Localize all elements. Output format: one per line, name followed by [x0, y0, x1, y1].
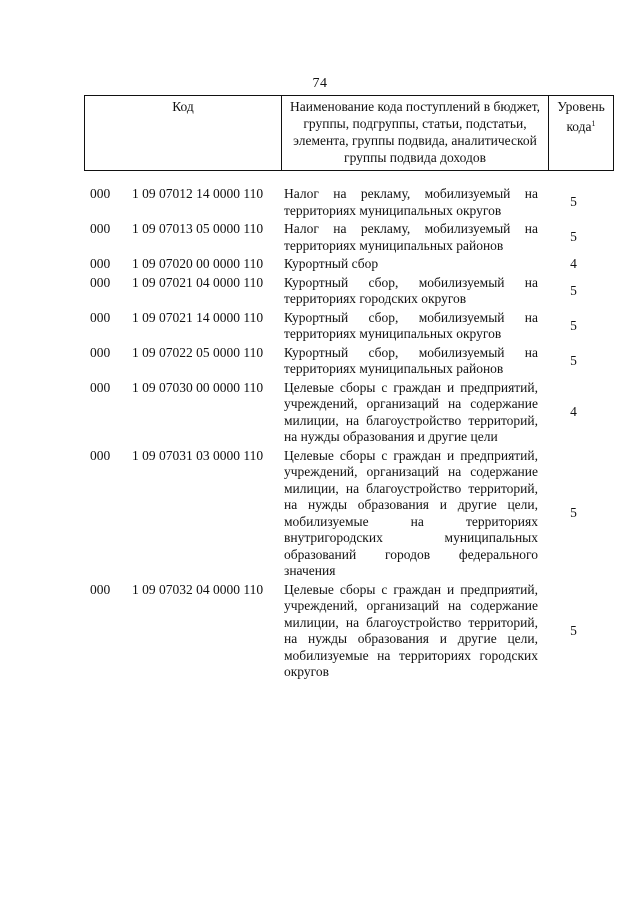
- row-name: Курортный сбор, мобилизуемый на территориях муниципальных округов: [284, 309, 538, 341]
- row-code: 1 09 07021 04 0000 110: [132, 274, 264, 290]
- table-row: [84, 345, 603, 378]
- row-name: Целевые сборы с граждан и предприятий, учреждений, организаций на содержание милиции, на благоустройство территорий, на нужды образования и другие цели, мобилизуемые на территориях городских округов: [284, 581, 538, 679]
- row-code: 1 09 07020 00 0000 110: [132, 256, 264, 271]
- table-row: [84, 310, 603, 343]
- row-prefix: 000: [90, 186, 111, 201]
- row-level: [538, 310, 603, 343]
- row-name: Курортный сбор, мобилизуемый на территориях городских округов: [284, 274, 538, 306]
- row-level-value: 4: [570, 404, 577, 420]
- row-prefix: 000: [90, 221, 111, 236]
- row-level-value: 5: [570, 505, 577, 521]
- row-name: Целевые сборы с граждан и предприятий, учреждений, организаций на содержание милиции, на благоустройство территорий, на нужды образования и другие цели, мобилизуемые на территориях внутригородских муниципальных образований городов федерального значения: [284, 447, 538, 578]
- header-level: [549, 96, 614, 171]
- row-level: [538, 186, 603, 219]
- row-level: [538, 256, 603, 273]
- row-level-value: 5: [570, 622, 577, 638]
- row-level: [538, 448, 603, 580]
- table-row: [84, 186, 603, 219]
- row-prefix: 000: [90, 581, 111, 597]
- row-level-value: 5: [570, 194, 577, 210]
- header-code-label: Код: [172, 99, 194, 114]
- row-code: 1 09 07013 05 0000 110: [132, 221, 264, 236]
- row-prefix: 000: [90, 309, 111, 325]
- row-level: [538, 345, 603, 378]
- row-prefix: 000: [90, 344, 111, 360]
- header-level-label: Уровень кода: [557, 99, 605, 134]
- table-row: [84, 380, 603, 446]
- header-name: [282, 96, 549, 171]
- header-name-label: Наименование кода поступлений в бюджет, группы, подгруппы, статьи, подстатьи, элемента, группы подвида, аналитической группы подвида доходов: [289, 99, 540, 165]
- row-name: Налог на рекламу, мобилизуемый на территориях муниципальных округов: [284, 186, 538, 218]
- row-name: Курортный сбор, мобилизуемый на территориях муниципальных районов: [284, 344, 538, 376]
- row-level-value: 5: [570, 352, 577, 368]
- header-level-footnote: 1: [591, 119, 596, 128]
- row-code: 1 09 07021 14 0000 110: [132, 309, 264, 325]
- row-prefix: 000: [90, 379, 111, 395]
- row-code: 1 09 07022 05 0000 110: [132, 344, 264, 360]
- page-number: 74: [312, 76, 328, 91]
- row-name: Целевые сборы с граждан и предприятий, учреждений, организаций на содержание милиции, на благоустройство территорий, на нужды образования и другие цели: [284, 379, 538, 444]
- row-level: [538, 275, 603, 308]
- row-name: Курортный сбор: [284, 256, 379, 271]
- table-row: [84, 448, 603, 580]
- row-name: Налог на рекламу, мобилизуемый на территориях муниципальных районов: [284, 221, 538, 253]
- header-row: [85, 96, 614, 171]
- row-level: [538, 221, 603, 254]
- row-prefix: 000: [90, 447, 111, 463]
- row-level-value: 5: [570, 317, 577, 333]
- row-code: 1 09 07012 14 0000 110: [132, 186, 264, 201]
- row-level-value: 4: [570, 256, 577, 271]
- row-level-value: 5: [570, 229, 577, 245]
- row-level: [538, 582, 603, 681]
- row-prefix: 000: [90, 256, 111, 271]
- table-header: [84, 95, 614, 171]
- table-body: [84, 186, 603, 683]
- row-code: 1 09 07030 00 0000 110: [132, 379, 264, 395]
- row-level: [538, 380, 603, 446]
- row-code: 1 09 07032 04 0000 110: [132, 581, 264, 597]
- header-code: [85, 96, 282, 171]
- row-prefix: 000: [90, 274, 111, 290]
- table-row: [84, 275, 603, 308]
- row-level-value: 5: [570, 282, 577, 298]
- table-row: [84, 582, 603, 681]
- table-row: [84, 221, 603, 254]
- row-code: 1 09 07031 03 0000 110: [132, 447, 264, 463]
- table-row: [84, 256, 603, 273]
